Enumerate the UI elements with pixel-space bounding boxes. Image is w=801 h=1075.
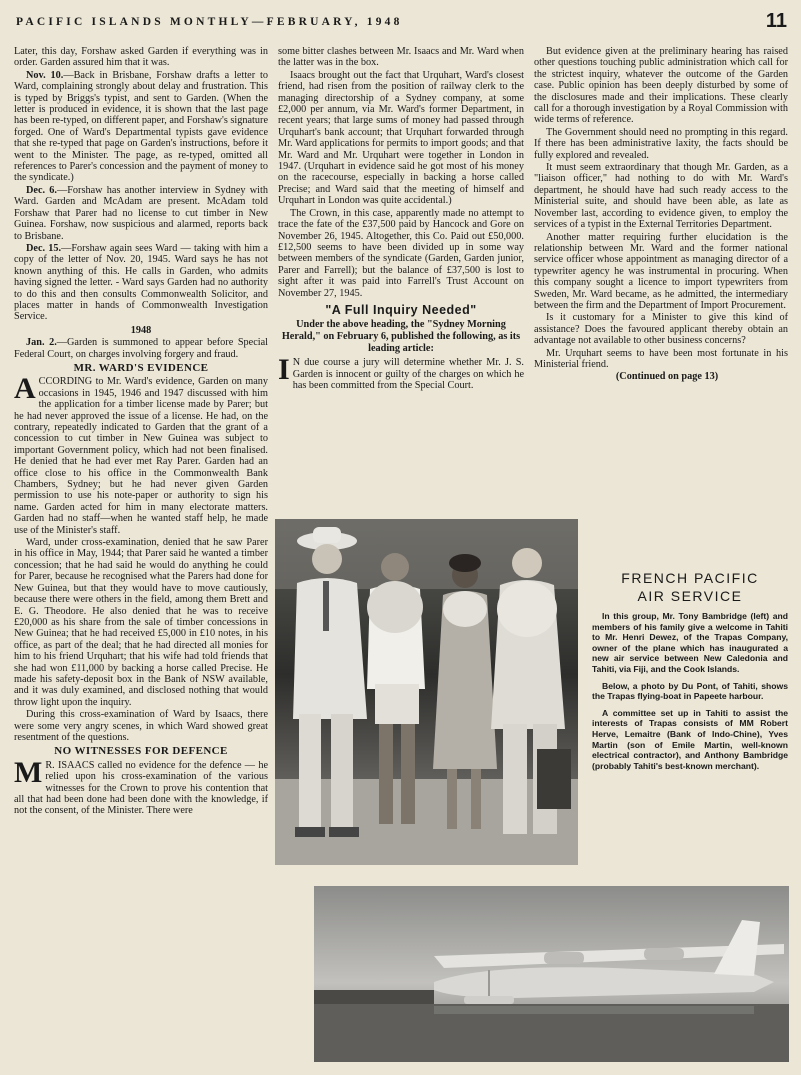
entry-text: —Forshaw has another interview in Sydney with Ward. Garden and McAdam are present. McAdam told Forshaw that Parer had no license to cut timber in New Guinea. Forshaw, now suspicious and alarmed, reports back to Brisbane. bbox=[14, 184, 268, 242]
lead-note: Under the above heading, the "Sydney Morning Herald," on February 6, published the following, as its leading article: bbox=[281, 319, 521, 354]
paragraph: Ward, under cross-examination, denied that he saw Parer in his office in May, 1944; that Parer said he wanted a timber concession; that he had said he would do anything he could for Parer, because he recognised what the Parers had done for New Guinea, but that they would have to move cautiously, because there were others in the field, among them Brett and E. G. Theodore. He also denied that he was to receive £20,000 as his share from the sale of timber concessions in New Guinea; that he had received £5,000 in £10 notes, in his office, as part of the deal; that he had directed all monies for him to his friend Urquhart; that his wife had told friends that she had won £11,000 by backing a horse called Precise. He made his safety-deposit box in the Bank of NSW available, and it was duly examined, and disclosed nothing that would throw light upon the inquiry. bbox=[14, 537, 268, 708]
paragraph bbox=[14, 755, 268, 817]
entry-date: Jan. 2. bbox=[26, 337, 57, 349]
photo-caption bbox=[592, 569, 788, 771]
paragraph: It must seem extraordinary that though Mr. Garden, as a "liaison officer," had nothing to do with Mr. Ward's department, he should have had such ready access to the Ministerial suite, and should have been able, as late as November last, according to evidence given, to employ the services of a typist in the External Territories Department. bbox=[534, 162, 788, 231]
article-heading: "A Full Inquiry Needed" bbox=[325, 302, 477, 317]
column-middle bbox=[278, 46, 524, 392]
page-number: 11 bbox=[765, 10, 787, 32]
paragraph bbox=[14, 185, 268, 242]
paragraph bbox=[14, 337, 268, 360]
column-right bbox=[534, 46, 788, 384]
entry-text: N due course a jury will determine whether Mr. J. S. Garden is innocent or guilty of the charges on which he has been committed from the Special Court. bbox=[292, 357, 524, 391]
paragraph: The Crown, in this case, apparently made no attempt to trace the fate of the £37,500 paid by Hancock and Gore on November 26, 1945. Altogether, this Co. Paid out £50,000. £12,500 seems to have been divided up in some way between members of the syndicate (Garden, Garden junior, Parer and Farrell); but the balance of £37,500 is lost to sight after it was paid into Farrell's Trust Account on November 27, 1945. bbox=[278, 207, 524, 299]
caption-paragraph: In this group, Mr. Tony Bambridge (left) and members of his family give a welcome in Tahiti to Mr. Henri Dewez, of the Trapas Company, owner of the plane which has inaugurated a new air service between New Caledonia and Tahiti, via Fiji, and the Cook Islands. bbox=[592, 611, 788, 674]
paragraph: Later, this day, Forshaw asked Garden if everything was in order. Garden assured him that it was. bbox=[14, 46, 268, 69]
running-title: PACIFIC ISLANDS MONTHLY—FEBRUARY, 1948 bbox=[16, 16, 403, 28]
paragraph: During this cross-examination of Ward by Isaacs, there were some very angry scenes, in which Ward showed great resentment of the questions. bbox=[14, 709, 268, 743]
paragraph: Isaacs brought out the fact that Urquhart, Ward's closest friend, had risen from the position of railway clerk to the managing directorship of a Sydney company, at some £2,000 per annum, via Mr. Ward's former Department, in recent years; that large sums of money had passed through Urquhart's bank account; that Urquhart forwarded through Mr. Ward applications for permits to import goods; and that Mr. Ward and Mr. Urquhart were together in London in 1947. (Urquhart in evidence said he got most of his money on the racecourse, especially in backing a horse called Precise; and Ward said that the meeting of himself and Urquhart in London was quite accidental.) bbox=[278, 69, 524, 207]
drop-cap: I bbox=[278, 353, 290, 387]
column-left bbox=[14, 46, 268, 818]
paragraph: The Government should need no prompting in this regard. If there has been administrative laxity, the facts should be fully explored and revealed. bbox=[534, 126, 788, 161]
year-heading: 1948 bbox=[130, 324, 152, 336]
caption-paragraph: A committee set up in Tahiti to assist the interests of Trapas consists of MM Robert Herve, Lemaitre (Bank of Indo-Chine), Yves Martin (son of Emile Martin, well-known electrical contractor), and Anthony Bambridge (probably Tahiti's best-known merchant). bbox=[592, 707, 788, 771]
paragraph: Is it customary for a Minister to give this kind of assistance? Does the favoured applicant thereby obtain an advantage not available to other business concerns? bbox=[534, 312, 788, 347]
paragraph bbox=[14, 372, 268, 536]
paragraph: some bitter clashes between Mr. Isaacs and Mr. Ward when the latter was in the box. bbox=[278, 46, 524, 69]
paragraph: But evidence given at the preliminary hearing has raised other questions touching public administration which call for the strictest inquiry, whatever the outcome of the Garden case. Public opinion has been deeply disturbed by some of the disclosures made and their implications. These clearly call for a thorough investigation by a Royal Commission with wide terms of reference. bbox=[534, 46, 788, 126]
paragraph bbox=[278, 353, 524, 391]
section-heading: NO WITNESSES FOR DEFENCE bbox=[54, 745, 228, 758]
entry-text: —Forshaw again sees Ward — taking with him a copy of the letter of Nov. 20, 1945. Ward says he has not known anything of this. He calls in Garden, who admits having signed the letter. - Ward says Garden had no authority to do this and then consults Commonwealth Solicitor, and places matter in hands of Commonwealth Investigation Service. bbox=[14, 242, 268, 323]
entry-text: —Back in Brisbane, Forshaw drafts a letter to Ward, complaining strongly about delay and frustration. This is typed by Briggs's typist, and sent to Garden. (When the letter is produced in evidence, it is shown that the last page has been re-typed, on different paper, and Forshaw's signature forged. One of Ward's Departmental typists gave evidence that she re-typed that page on Garden's instructions, before it went to the Minister. The page, as re-typed, omitted all references to Parer's concession and the payment of money to the syndicate.) bbox=[14, 69, 268, 184]
entry-date: Nov. 10. bbox=[26, 69, 64, 81]
paragraph: Another matter requiring further elucidation is the relationship between Mr. Ward and the former national service officer whose appointment as managing director of a typewriter agency he was instrumental in procuring. When this company sought a licence to import typewriters from Sweden, Mr. Ward became, as he admitted, the intermediary between the firm and the Department of Import Procurement. bbox=[534, 231, 788, 311]
entry-date: Dec. 15. bbox=[26, 242, 62, 254]
caption-title: AIR SERVICE bbox=[637, 588, 743, 604]
page-header bbox=[0, 8, 801, 36]
entry-text: CCORDING to Mr. Ward's evidence, Garden on many occasions in 1945, 1946 and 1947 discussed with him the application for a timber license made by Parer; but he had never approved the issue of a license. He had, on the contrary, repeatedly indicated to Garden that the grant of a concession to cut timber in New Guinea was subject to important Government policy, which had not been finalised. He denied that he had ever met Ray Parer. Garden had an office close to his office in the Commonwealth Bank Chambers, Sydney; but he had never given Garden permission to use his note-paper or authority to sign his name. Garden acted for him in many electorate matters. Garden had no staff—when he wanted staff help, he made use of the Minister's staff. bbox=[14, 376, 268, 536]
entry-text: R. ISAACS called no evidence for the defence — he relied upon his cross-examination of the various witnesses for the Crown to prove his contention that all that had been done had been done with the knowledge, if not the consent, of the Minister. There were bbox=[14, 759, 268, 817]
section-heading: MR. WARD'S EVIDENCE bbox=[73, 361, 209, 374]
flying-boat-photo bbox=[314, 886, 789, 1062]
group-photo bbox=[275, 519, 578, 865]
paragraph bbox=[14, 70, 268, 184]
paragraph: Mr. Urquhart seems to have been most fortunate in his Ministerial friend. bbox=[534, 347, 788, 370]
continued-note: (Continued on page 13) bbox=[615, 371, 719, 383]
drop-cap: M bbox=[14, 755, 43, 789]
entry-date: Dec. 6. bbox=[26, 184, 57, 196]
paragraph bbox=[14, 243, 268, 323]
entry-text: —Garden is summoned to appear before Special Federal Court, on charges involving forgery and fraud. bbox=[14, 337, 268, 360]
caption-title: FRENCH PACIFIC bbox=[621, 570, 759, 586]
caption-paragraph: Below, a photo by Du Pont, of Tahiti, shows the Trapas flying-boat in Papeete harbour. bbox=[592, 680, 788, 702]
drop-cap: A bbox=[14, 372, 36, 406]
